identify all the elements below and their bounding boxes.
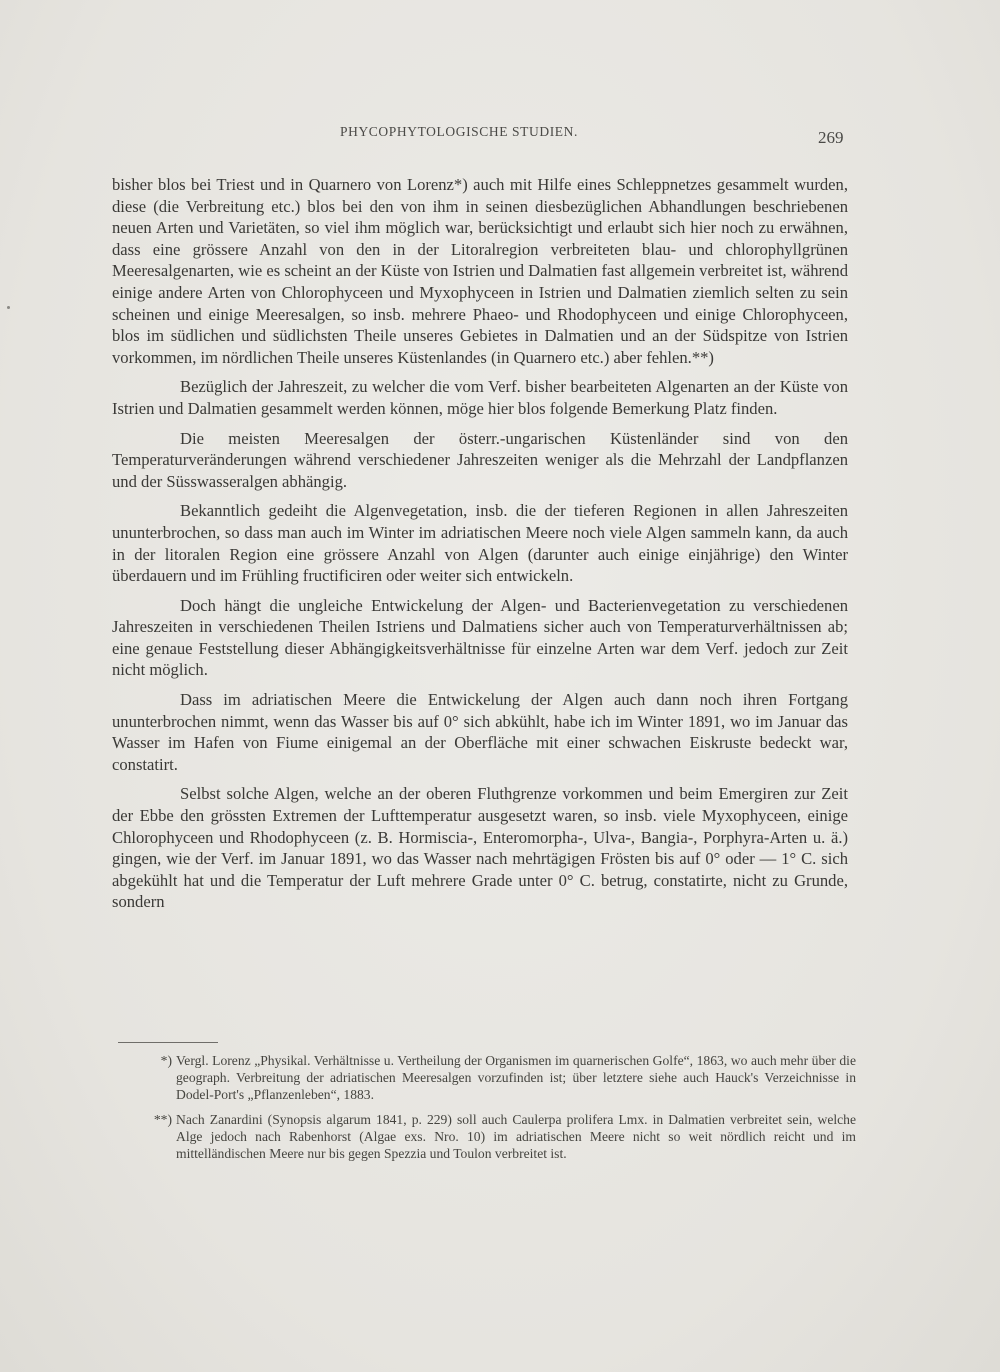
- footnote-marker: **): [153, 1111, 172, 1127]
- footnote-marker: *): [160, 1053, 172, 1068]
- footnotes: [153, 1052, 856, 1169]
- paragraph: Selbst solche Algen, welche an der oberen Fluthgrenze vorkommen und beim Emergiren zur Zeit der Ebbe den grössten Extremen der Lufttemperatur ausgesetzt waren, so insb. viele Myxophyceen, einige Chlorophyceen und Rhodophyceen (z. B. Hormiscia-, Enteromorpha-, Ulva-, Bangia-, Porphyra-Arten u. ä.) gingen, wie der Verf. im Januar 1891, wo das Wasser nach mehrtägigen Frösten bis auf 0° oder — 1° C. sich abgekühlt hat und die Temperatur der Luft mehrere Grade unter 0° C. betrug, constatirte, nicht zu Grunde, sondern: [112, 784, 848, 912]
- body-text: [112, 174, 848, 921]
- paragraph: bisher blos bei Triest und in Quarnero von Lorenz*) auch mit Hilfe eines Schleppnetzes gesammelt wurden, diese (die Verbreitung etc.) blos bei den von ihm in seinen diesbezüglichen Abhandlungen beschriebenen neuen Arten und Varietäten, so viel ihm möglich war, berücksichtigt und erlaubt sich hier noch zu erwähnen, dass eine grössere Anzahl von den in der Litoralregion verbreiteten blau- und chlorophyllgrünen Meeresalgenarten, wie es scheint an der Küste von Istrien und Dalmatien fast allgemein verbreitet ist, während einige andere Arten von Chlorophyceen und Myxophyceen in Istrien und Dalmatien ziemlich selten zu sein scheinen und einige Meeresalgen, so insb. mehrere Phaeo- und Rhodophyceen und einige Chlorophyceen, blos im südlichen und südlichsten Theile unseres Gebietes in Dalmatien und an der Südspitze von Istrien vorkommen, im nördlichen Theile unseres Küstenlandes (in Quarnero etc.) aber fehlen.**): [112, 175, 848, 367]
- footnote-text: Nach Zanardini (Synopsis algarum 1841, p. 229) soll auch Caulerpa prolifera Lmx. in Dalmatien verbreitet sein, welche Alge jedoch nach Rabenhorst (Algae exs. Nro. 10) im adriatischen Meere nicht so weit nördlich reicht und im mittelländischen Meere nur bis gegen Spezzia und Toulon verbreitet ist.: [176, 1111, 856, 1162]
- paragraph: Dass im adriatischen Meere die Entwickelung der Algen auch dann noch ihren Fortgang ununterbrochen nimmt, wenn das Wasser bis auf 0° sich abkühlt, habe ich im Winter 1891, wo im Januar das Wasser im Hafen von Fiume einigemal an der Oberfläche mit einer schwachen Eiskruste bedeckt war, constatirt.: [112, 690, 848, 774]
- paragraph: Doch hängt die ungleiche Entwickelung der Algen- und Bacterienvegetation zu verschiedenen Jahreszeiten in verschiedenen Theilen Istriens und Dalmatiens sicher auch von Temperaturverhältnissen ab; eine genaue Feststellung dieser Abhängigkeitsverhältnisse für einzelne Arten war dem Verf. jedoch zur Zeit nicht möglich.: [112, 595, 848, 680]
- footnote: [160, 1052, 856, 1104]
- running-title: PHYCOPHYTOLOGISCHE STUDIEN.: [340, 124, 578, 139]
- margin-speck: [7, 306, 10, 309]
- footnote-text: Vergl. Lorenz „Physikal. Verhältnisse u. Vertheilung der Organismen im quarnerischen Golfe“, 1863, wo auch mehr über die geograph. Verbreitung der adriatischen Meeresalgen vorzufinden ist; über letztere siehe auch Hauck's Verzeichnisse in Dodel-Port's „Pflanzenleben“, 1883.: [176, 1053, 856, 1103]
- paragraph: Bezüglich der Jahreszeit, zu welcher die vom Verf. bisher bearbeiteten Algenarten an der Küste von Istrien und Dalmatien gesammelt werden können, möge hier blos folgende Bemerkung Platz finden.: [112, 377, 848, 418]
- paragraph: Die meisten Meeresalgen der österr.-ungarischen Küstenländer sind von den Temperaturveränderungen während verschiedener Jahreszeiten weniger als die Mehrzahl der Landpflanzen und der Süsswasseralgen abhängig.: [112, 428, 848, 491]
- page-number: 269: [818, 128, 844, 147]
- footnote-separator: [118, 1042, 218, 1043]
- paragraph: Bekanntlich gedeiht die Algenvegetation, insb. die der tieferen Regionen in allen Jahreszeiten ununterbrochen, so dass man auch im Winter im adriatischen Meere noch viele Algen sammeln kann, da auch in der litoralen Region eine grössere Anzahl von Algen (darunter auch einige einjährige) den Winter überdauern und im Frühling fructificiren oder weiter sich entwickeln.: [112, 501, 848, 586]
- footnote: [153, 1111, 856, 1163]
